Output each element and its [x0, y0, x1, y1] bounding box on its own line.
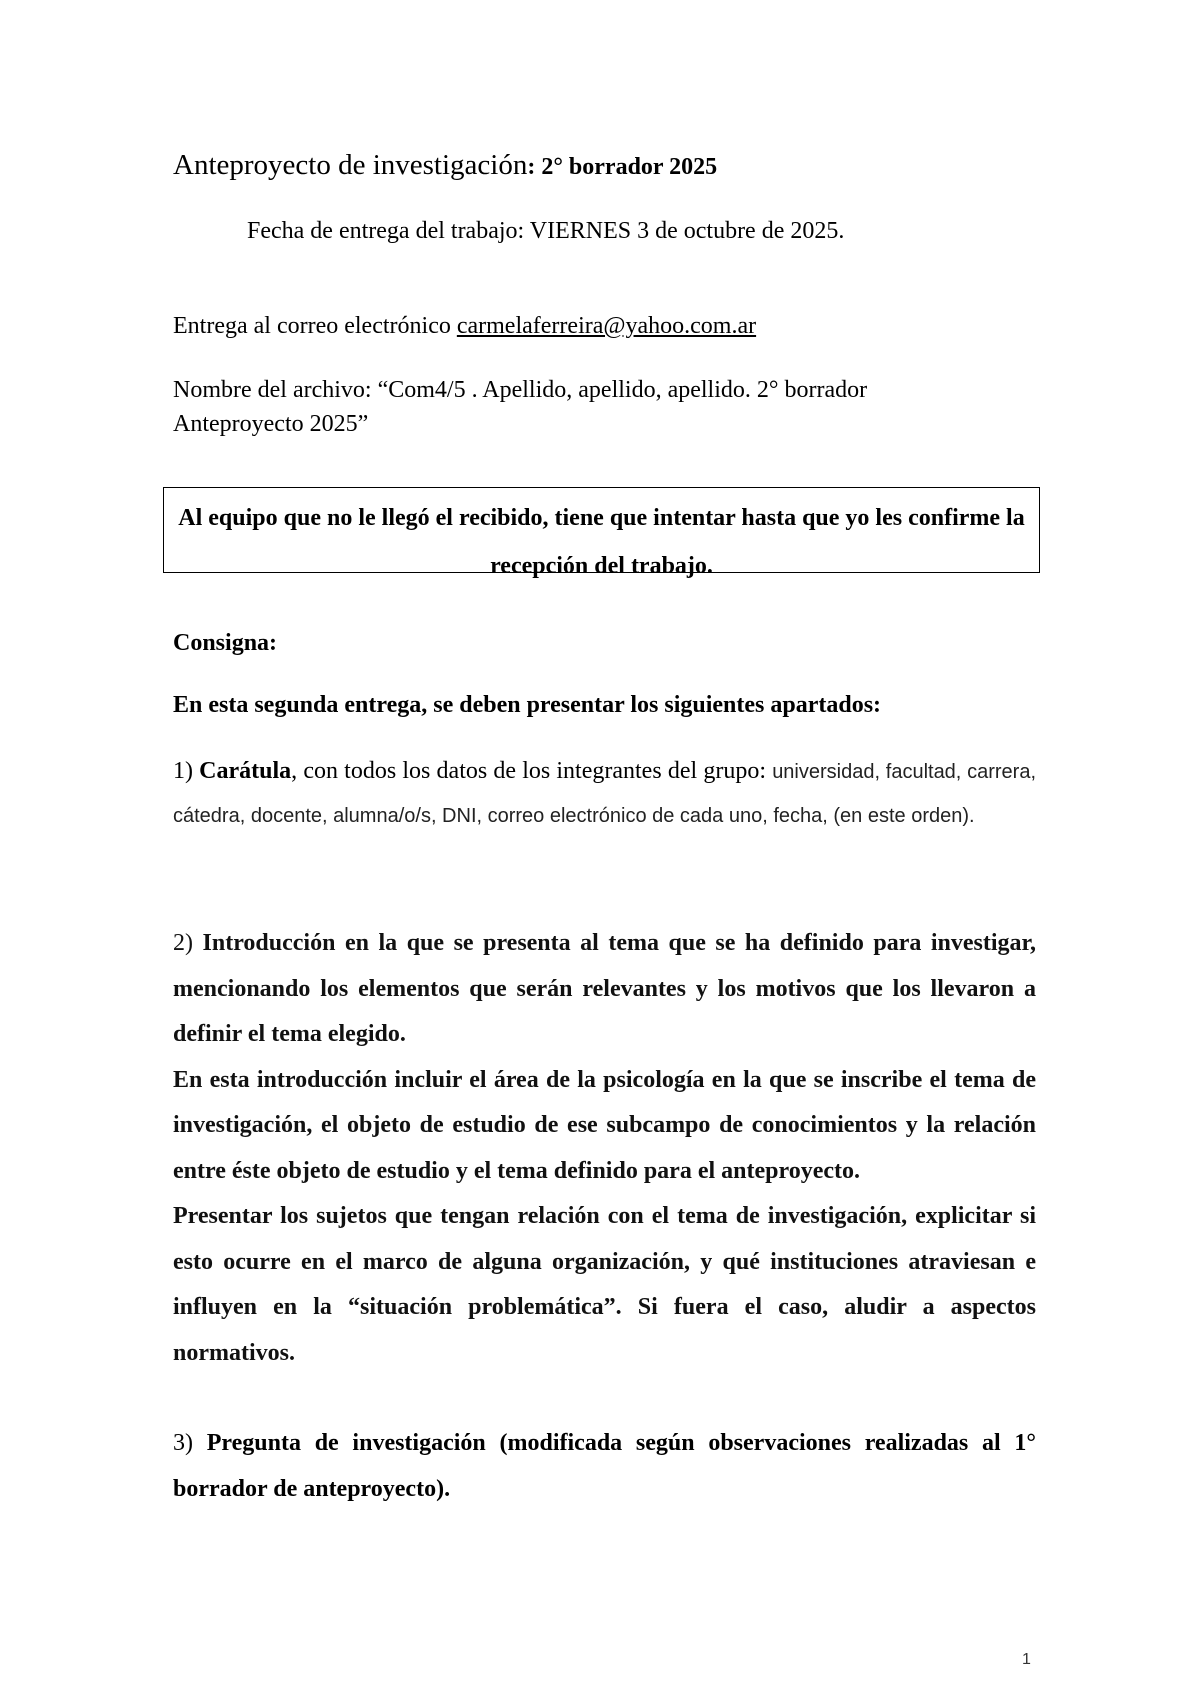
- item-connector: , con todos los datos de los integrantes del grupo:: [291, 758, 773, 784]
- deadline-line: Fecha de entrega del trabajo: VIERNES 3 de octubre de 2025.: [247, 218, 845, 244]
- item-number: 3): [173, 1430, 207, 1456]
- item-number: 1): [173, 758, 200, 784]
- item-number: 2): [173, 930, 203, 956]
- title-main: Anteproyecto de investigación: [173, 149, 528, 181]
- email-line: [173, 311, 756, 341]
- item-keyword: Pregunta de investigación: [206, 1430, 486, 1456]
- consigna-heading: Consigna:: [173, 630, 278, 656]
- intro-paragraph-1-text: en la que se presenta al tema que se ha definido para investigar, mencionando los elementos que serán relevantes y los motivos que los llevaron a definir el tema elegido.: [173, 930, 1036, 1047]
- item-keyword: Carátula: [199, 758, 292, 784]
- item-pregunta: [173, 1421, 1036, 1512]
- email-prefix: Entrega al correo electrónico: [173, 313, 457, 339]
- item-details: universidad, facultad, carrera, cátedra, docente, alumna/o/s, DNI, correo electrónico de cada uno, fecha, (en este orden).: [173, 761, 1037, 827]
- intro-paragraph-2: En esta introducción incluir el área de la psicología en la que se inscribe el tema de investigación, el objeto de estudio de ese subcampo de conocimientos y la relación entre éste objeto de estudio y el tema definido para el anteproyecto.: [173, 1066, 1036, 1184]
- notice-box: Al equipo que no le llegó el recibido, tiene que intentar hasta que yo les confirme la recepción del trabajo.: [163, 487, 1040, 573]
- intro-paragraph-1: [173, 921, 1036, 1058]
- intro-paragraph-3: Presentar los sujetos que tengan relación con el tema de investigación, explicitar si esto ocurre en el marco de alguna organización, y qué instituciones atraviesan e influyen en la “situación problemática”. Si fuera el caso, aludir a aspectos normativos.: [173, 1203, 1036, 1366]
- sections-intro-heading: En esta segunda entrega, se deben presentar los siguientes apartados:: [173, 692, 882, 718]
- page-number: 1: [1022, 1651, 1031, 1668]
- item-keyword: Introducción: [202, 930, 336, 956]
- item-rest: (modificada según observaciones realizadas al 1° borrador de anteproyecto).: [173, 1430, 1036, 1502]
- email-link[interactable]: carmelaferreira@yahoo.com.ar: [456, 313, 757, 339]
- filename-line: Nombre del archivo: “Com4/5 . Apellido, apellido, apellido. 2° borrador Anteproyecto 2025”: [173, 377, 868, 437]
- item-caratula: [173, 750, 1036, 838]
- page-title: [173, 148, 717, 184]
- title-suffix: : 2° borrador 2025: [527, 154, 718, 180]
- item-introduccion: [173, 921, 1036, 1376]
